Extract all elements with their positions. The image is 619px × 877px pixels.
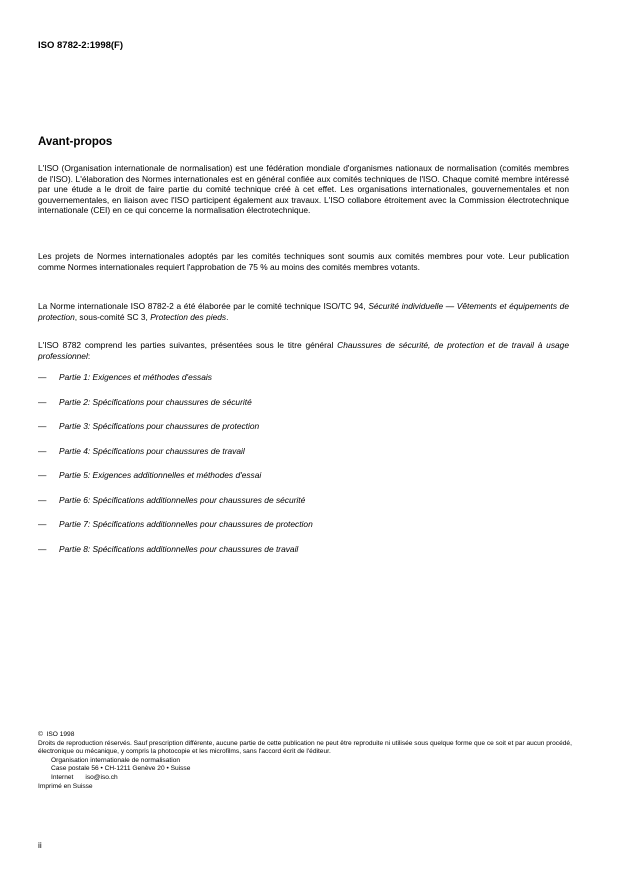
list-item-text: Partie 2: Spécifications pour chaussures de sécurité [59,396,252,407]
list-item-text: Partie 8: Spécifications additionnelles pour chaussures de travail [59,543,299,554]
p4-text-2: : [87,350,91,361]
list-dash: — [38,519,47,529]
list-item [38,446,313,471]
paragraph-iso-intro: L'ISO (Organisation internationale de normalisation) est une fédération mondiale d'organismes nationaux de normalisation (comités membres de l'ISO). L'élaboration des Normes internationales est en général confiée aux comités techniques de l'ISO. Chaque comité membre intéressé par une étude a le droit de faire partie du comité technique créé à cet effet. Les organisations internationales, gouvernementales et non gouvernementales, en liaison avec l'ISO participent également aux travaux. L'ISO collabore étroitement avec la Commission électrotechnique internationale (CEI) en ce qui concerne la normalisation électrotechnique. [38,163,569,216]
copyright-symbol: © [38,731,43,738]
internet-email: iso@iso.ch [85,773,118,781]
list-dash: — [38,543,47,554]
list-item [38,519,313,544]
list-dash: — [38,445,47,456]
page-number: ii [38,840,42,850]
postal-address: Case postale 56 • CH-1211 Genève 20 • Suisse [51,765,191,773]
list-item-text: Partie 6: Spécifications additionnelles pour chaussures de sécurité [59,494,306,505]
list-item-text: Partie 7: Spécifications additionnelles pour chaussures de protection [59,519,313,529]
p3-italic-1: Sécurité individuelle — Vêtements et équipements de protection [38,301,569,322]
list-item-text: Partie 3: Spécifications pour chaussures de protection [59,421,260,431]
list-item-text: Partie 5: Exigences additionnelles et méthodes d'essai [59,470,262,480]
list-item [38,421,313,446]
list-dash: — [38,421,47,431]
p4-text-1: L'ISO 8782 comprend les parties suivantes, présentées sous le titre général [38,340,338,350]
list-dash: — [38,372,47,382]
list-item-text: Partie 4: Spécifications pour chaussures de travail [59,445,245,456]
p3-text-3: . [226,311,229,322]
internet-line [38,774,578,783]
list-item [38,397,313,422]
list-dash: — [38,494,47,505]
printed-in: Imprimé en Suisse [38,782,93,790]
document-id: ISO 8782-2:1998(F) [38,40,124,51]
list-item [38,372,313,397]
list-item-text: Partie 1: Exigences et méthodes d'essais [59,372,212,382]
paragraph-committee [38,301,569,322]
paragraph-parts-intro [38,340,569,361]
paragraph-voting: Les projets de Normes internationales adoptés par les comités techniques sont soumis aux comités membres pour vote. Leur publication comme Normes internationales requiert l'approbation de 75 % au moins des comités membres votants. [38,251,569,272]
p4-italic-title: Chaussures de sécurité, de protection et de travail à usage professionnel [38,340,570,361]
p3-text-1: La Norme internationale ISO 8782-2 a été élaborée par le comité technique ISO/TC 94, [38,301,369,311]
org-name: Organisation internationale de normalisation [51,756,181,764]
copyright-line [38,731,578,740]
list-dash: — [38,470,47,480]
list-item [38,495,313,520]
copyright-footer [38,731,578,791]
copyright-text: ISO 1998 [46,731,75,738]
section-title: Avant-propos [38,136,113,148]
p3-text-2: , sous-comité SC 3, [74,311,151,322]
rights-notice: Droits de reproduction réservés. Sauf prescription différente, aucune partie de cette publication ne peut être reproduite ni utilisée sous quelque forme que ce soit et par aucun procédé, électronique ou mécanique, y compris la photocopie et les microfilms, sans l'accord écrit de l'éditeur. [38,739,572,756]
list-item [38,544,313,569]
internet-label: Internet [51,773,74,781]
list-item [38,470,313,495]
p3-italic-2: Protection des pieds [150,311,227,322]
parts-list [38,372,313,568]
list-dash: — [38,396,47,407]
